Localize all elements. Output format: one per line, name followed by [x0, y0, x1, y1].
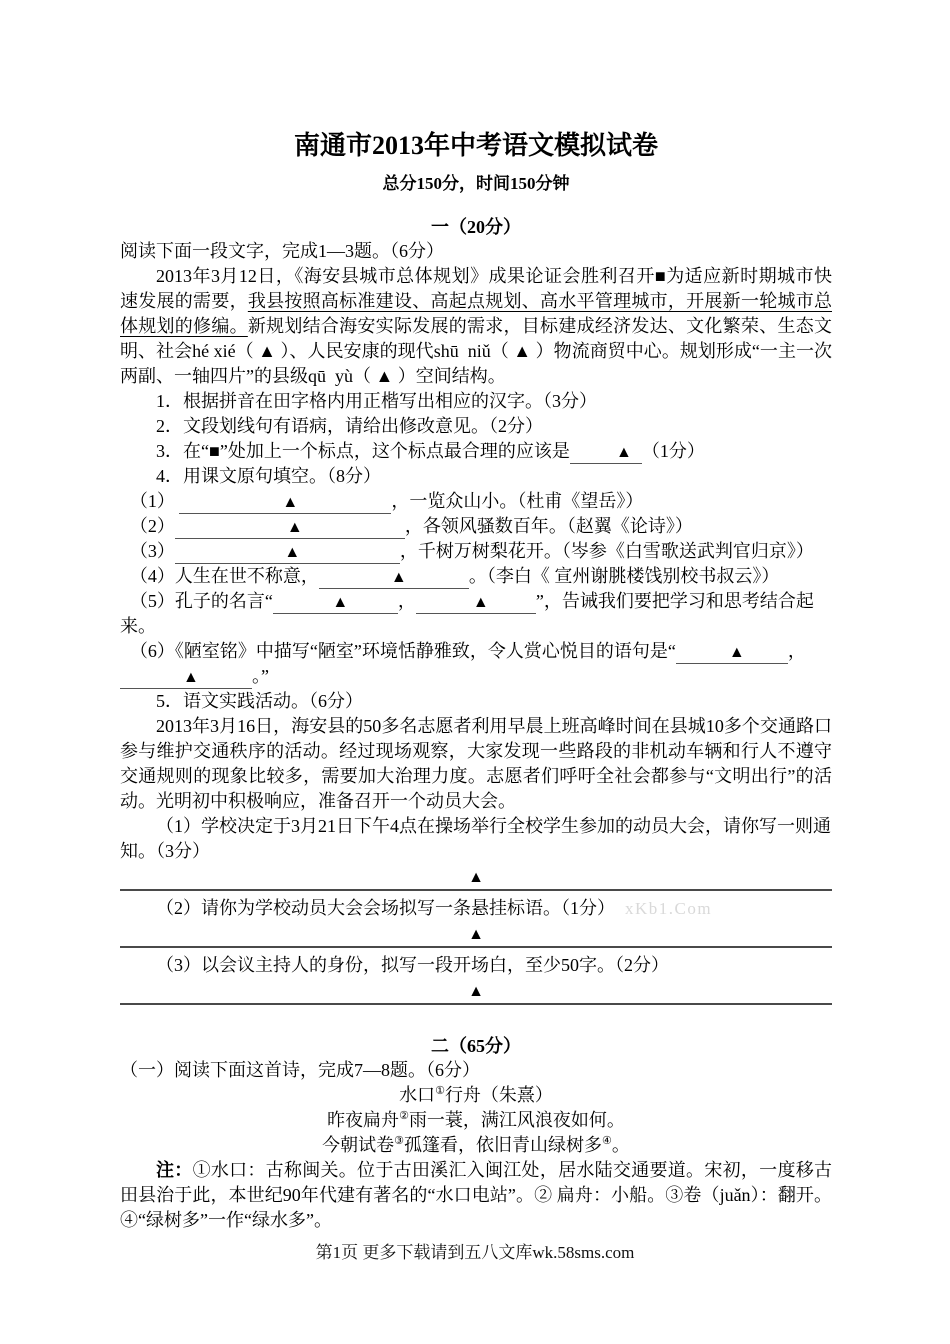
answer-line-2 — [120, 921, 832, 948]
answer-line-1 — [120, 864, 832, 891]
fill-blank-item-1 — [120, 489, 832, 514]
text-segment: ，千树万树梨花开。（岑参《白雪歌送武判官归京》） — [399, 541, 814, 561]
question-4: 4．用课文原句填空。（8分） — [156, 466, 381, 486]
text-segment: （4）人生在世不称意， — [129, 566, 319, 586]
section-two-heading: 二（65分） — [431, 1036, 521, 1056]
section-one-heading: 一（20分） — [431, 217, 521, 237]
text-segment: （3） — [129, 541, 175, 561]
answer-marker: ▲ — [468, 983, 484, 1000]
footnote-ref: ③ — [394, 1135, 404, 1147]
text-segment: （2）请你为学校动员大会会场拟写一条悬挂标语。（1分） — [156, 898, 615, 918]
text-segment: 。” — [252, 666, 269, 686]
reading-passage — [120, 264, 832, 389]
fill-blank-item-6 — [120, 639, 832, 689]
text-segment: 。 — [611, 1135, 630, 1155]
text-segment: 3．在“■”处加上一个标点，这个标点最合理的应该是 — [156, 441, 570, 461]
fill-blank-item-4 — [120, 564, 832, 589]
exam-subtitle: 总分150分，时间150分钟 — [382, 174, 570, 193]
subquestion-2 — [120, 896, 832, 921]
subquestion-3: （3）以会议主持人的身份，拟写一段开场白，至少50字。（2分） — [156, 955, 669, 975]
answer-blank: ▲ — [676, 643, 788, 664]
poem-line-2 — [120, 1133, 832, 1158]
answer-blank: ▲ — [179, 493, 391, 514]
text-segment: （5）孔子的名言“ — [129, 591, 273, 611]
answer-blank: ▲ — [416, 593, 536, 614]
text-segment: 注： — [156, 1160, 193, 1180]
text-segment: 行舟（朱熹） — [444, 1085, 553, 1105]
text-segment: ，一览众山小。（杜甫《望岳》） — [391, 491, 644, 511]
text-segment: 。（李白《 宣州谢朓楼饯别校书叔云》） — [468, 566, 780, 586]
text-segment: （1分） — [641, 441, 705, 461]
question-2: 2．文段划线句有语病，请给出修改意见。（2分） — [156, 416, 543, 436]
text-segment: 昨夜扁舟 — [327, 1110, 400, 1130]
question-1: 1．根据拼音在田字格内用正楷写出相应的汉字。（3分） — [156, 391, 597, 411]
page-footer: 第1页 更多下载请到五八文库wk.58sms.com — [315, 1243, 635, 1262]
section-two-intro: （一）阅读下面这首诗，完成7—8题。（6分） — [120, 1060, 480, 1080]
subquestion-1: （1）学校决定于3月21日下午4点在操场举行全校学生参加的动员大会，请你写一则通知。（3分） — [120, 816, 831, 861]
poem-line-1 — [120, 1108, 832, 1133]
answer-marker: ▲ — [468, 926, 484, 943]
text-segment: 新规划结合海安实际发展的需求，目标建成经济发达、文化繁荣、生态文明、社会hé xié（ ▲ ）、人民安康的现代shū niǔ（ ▲ ）物流商贸中心。规划形成“一主一次两副、一轴四片”的县级qū yù（ ▲ ）空间结构。 — [120, 316, 832, 386]
footnote-ref: ② — [399, 1110, 409, 1122]
text-segment: 我县按照高标准建设、高起点规划、高水平管理城市，开展新一轮城市总体规划的修编。 — [120, 291, 832, 336]
poem-title — [120, 1083, 832, 1108]
section-one-intro: 阅读下面一段文字，完成1—3题。（6分） — [120, 241, 444, 261]
answer-blank: ▲ — [570, 443, 642, 464]
text-segment: 雨一蓑，满江风浪夜如何。 — [408, 1110, 625, 1130]
text-segment: 2013年3月12日，《海安县城市总体规划》成果论证会胜利召开■为适应新时期城市快速发展的需要， — [120, 266, 832, 311]
text-segment: ， — [787, 641, 806, 661]
answer-blank: ▲ — [175, 518, 405, 539]
answer-line-3 — [120, 978, 832, 1005]
fill-blank-item-3 — [120, 539, 832, 564]
fill-blank-item-5 — [120, 589, 832, 639]
text-segment: ”，告诫我们要把学习和思考结合起来。 — [120, 591, 814, 636]
exam-title: 南通市2013年中考语文模拟试卷 — [293, 131, 658, 160]
text-segment: （6）《陋室铭》中描写“陋室”环境恬静雅致，令人赏心悦目的语句是“ — [129, 641, 676, 661]
text-segment: 今朝试卷 — [322, 1135, 395, 1155]
fill-blank-item-2 — [120, 514, 832, 539]
question-3 — [120, 439, 832, 464]
text-segment: （1） — [129, 491, 180, 511]
text-segment: 水口 — [399, 1085, 436, 1105]
footnote-ref: ① — [435, 1085, 445, 1097]
page-content — [120, 130, 832, 1233]
answer-marker: ▲ — [468, 869, 484, 886]
answer-blank: ▲ — [175, 543, 400, 564]
text-segment: ，各领风骚数百年。（赵翼《论诗》） — [404, 516, 693, 536]
poem-notes — [120, 1158, 832, 1233]
activity-passage: 2013年3月16日，海安县的50多名志愿者利用早晨上班高峰时间在县城10多个交通路口参与维护交通秩序的活动。经过现场观察，大家发现一些路段的非机动车辆和行人不遵守交通规则的现象比较多，需要加大治理力度。志愿者们呼吁全社会都参与“文明出行”的活动。光明初中积极响应，准备召开一个动员大会。 — [120, 716, 832, 811]
answer-blank: ▲ — [319, 568, 469, 589]
text-segment: ， — [397, 591, 416, 611]
text-segment: （2） — [129, 516, 175, 536]
question-5: 5．语文实践活动。（6分） — [156, 691, 363, 711]
answer-blank: ▲ — [273, 593, 398, 614]
watermark-text: xKb1.Com — [625, 899, 713, 918]
text-segment: 孤篷看，依旧青山绿树多 — [404, 1135, 602, 1155]
text-segment: ①水口：古称闽关。位于古田溪汇入闽江处，居水陆交通要道。宋初，一度移古田县治于此，本世纪90年代建有著名的“水口电站”。② 扁舟：小船。③卷（juǎn）：翻开。④“绿树多”一作“绿水多”。 — [120, 1160, 833, 1230]
answer-blank: ▲ — [120, 668, 252, 689]
footnote-ref: ④ — [602, 1135, 612, 1147]
